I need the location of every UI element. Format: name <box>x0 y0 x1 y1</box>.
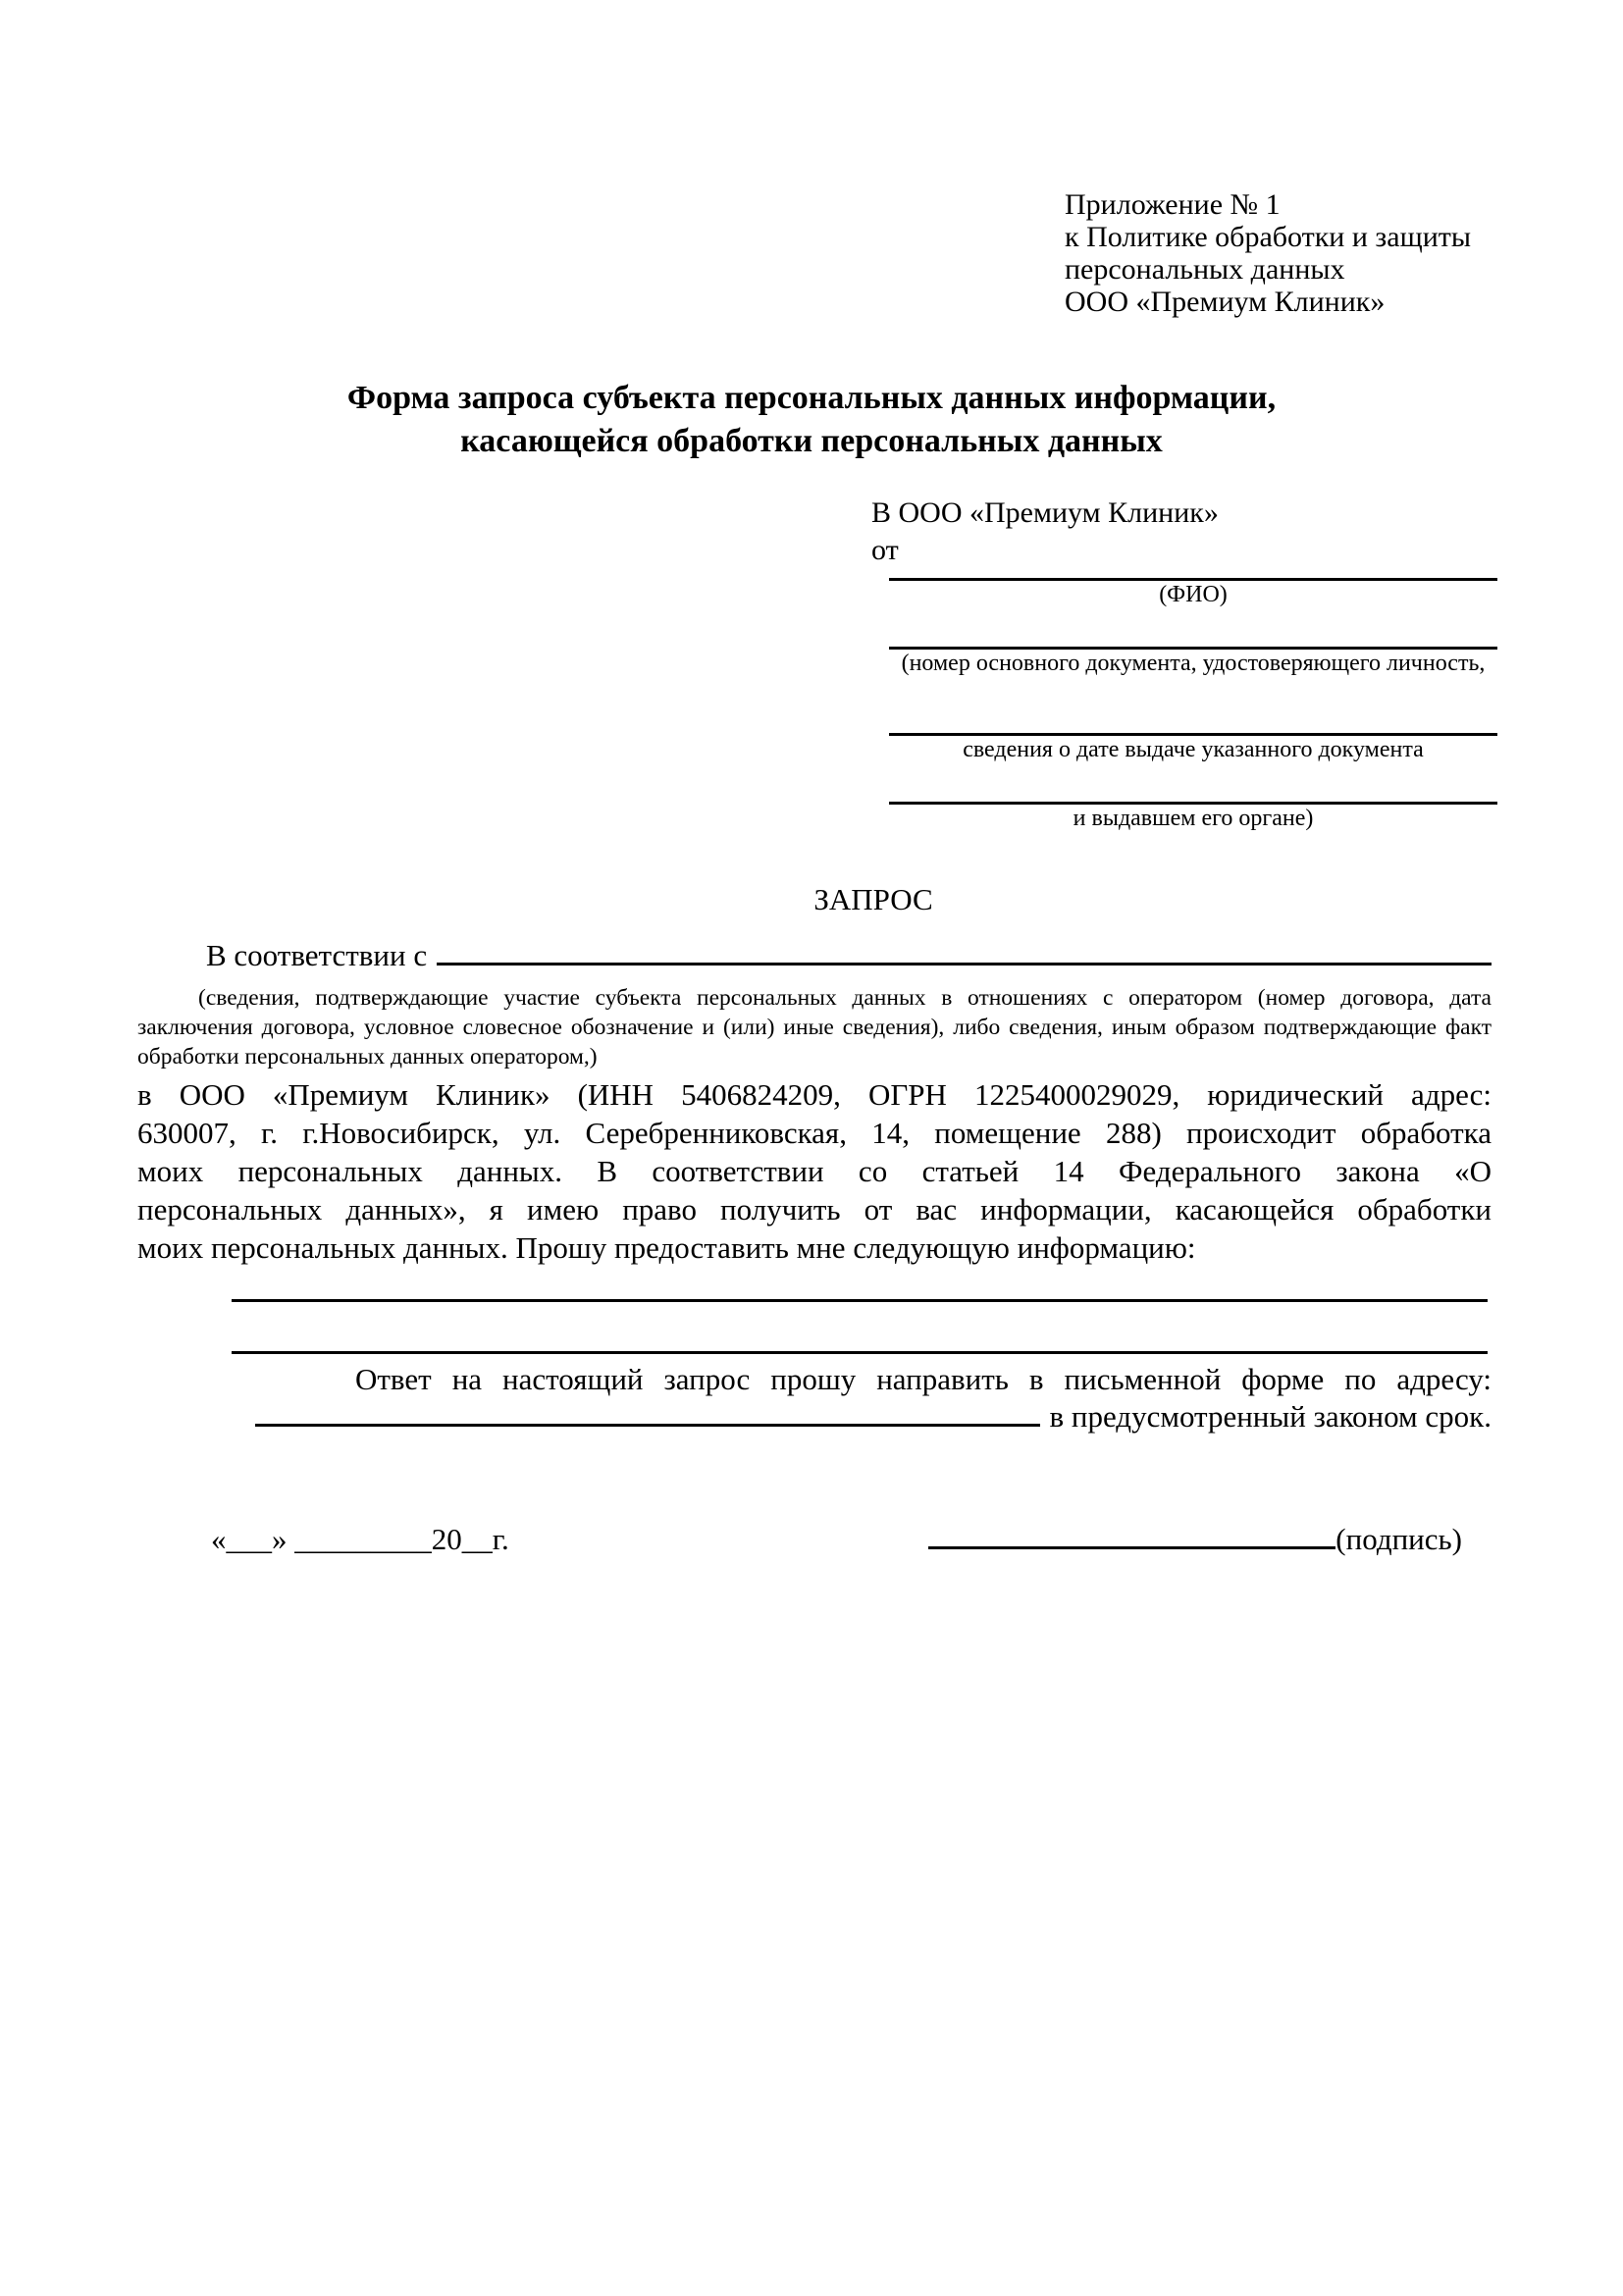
body-line: в ООО «Премиум Клиник» (ИНН 5406824209, ОГРН 1225400029029, юридический адрес: <box>137 1077 1492 1112</box>
answer-line: Ответ на настоящий запрос прошу направить в письменной форме по адресу: <box>355 1362 1492 1396</box>
intro-row <box>137 932 1492 975</box>
body-paragraph <box>137 1075 1492 1267</box>
body-line: 630007, г. г.Новосибирск, ул. Серебренниковская, 14, помещение 288) происходит обработка <box>137 1116 1492 1150</box>
note-paragraph <box>137 983 1492 1071</box>
issue-date-field-line <box>889 724 1497 736</box>
issuing-authority-caption: и выдавшем его органе) <box>1073 806 1314 831</box>
date-blank: «___» _________20__г. <box>211 1522 509 1556</box>
answer-suffix: в предусмотренный законом срок. <box>1049 1399 1492 1434</box>
body-line: моих персональных данных. В соответствии со статьей 14 Федерального закона «О <box>137 1154 1492 1188</box>
addressee-to: В ООО «Премиум Клиник» <box>871 496 1219 529</box>
note-line: (сведения, подтверждающие участие субъекта персональных данных в отношениях с оператором (номер договора, дата <box>198 985 1492 1011</box>
appendix-header <box>1065 188 1623 318</box>
document-number-field <box>889 638 1497 677</box>
appendix-header-line: персональных данных <box>1065 253 1345 286</box>
fio-caption: (ФИО) <box>1159 582 1228 607</box>
fio-field <box>889 569 1497 608</box>
document-number-field-line <box>889 638 1497 650</box>
document-title-line: касающейся обработки персональных данных <box>460 423 1163 459</box>
appendix-header-line: к Политике обработки и защиты <box>1065 221 1472 253</box>
document-title-line: Форма запроса субъекта персональных данных информации, <box>346 380 1277 416</box>
info-blank-line-2 <box>232 1302 1488 1354</box>
signature-group <box>928 1520 1462 1559</box>
issue-date-field <box>889 724 1497 763</box>
answer-address-row <box>137 1397 1492 1434</box>
issuing-authority-field <box>889 793 1497 832</box>
note-line: заключения договора, условное словесное обозначение и (или) иные сведения), либо сведения, иным образом подтверждающие факт <box>137 1015 1492 1040</box>
basis-fill-line <box>437 932 1492 965</box>
issue-date-caption: сведения о дате выдаче указанного документа <box>963 737 1424 762</box>
fio-field-line <box>889 569 1497 581</box>
appendix-header-line: ООО «Премиум Клиник» <box>1065 286 1386 318</box>
addressee-block <box>871 495 1499 832</box>
document-number-caption: (номер основного документа, удостоверяющего личность, <box>901 651 1486 676</box>
issuing-authority-field-line <box>889 793 1497 805</box>
appendix-header-line: Приложение № 1 <box>1065 188 1281 221</box>
note-line: обработки персональных данных оператором,) <box>137 1044 598 1070</box>
address-fill-line <box>255 1397 1040 1427</box>
signature-line <box>928 1520 1335 1549</box>
addressee-from: от <box>871 534 899 566</box>
intro-text: В соответствии с <box>206 938 428 972</box>
signature-caption: (подпись) <box>1335 1522 1462 1556</box>
info-blank-line-1 <box>232 1267 1488 1302</box>
body-line: персональных данных», я имею право получить от вас информации, касающейся обработки <box>137 1192 1492 1226</box>
footer-row <box>137 1520 1492 1559</box>
document-title <box>0 377 1623 463</box>
request-heading: ЗАПРОС <box>813 882 933 916</box>
body-line: моих персональных данных. Прошу предоставить мне следующую информацию: <box>137 1230 1196 1265</box>
